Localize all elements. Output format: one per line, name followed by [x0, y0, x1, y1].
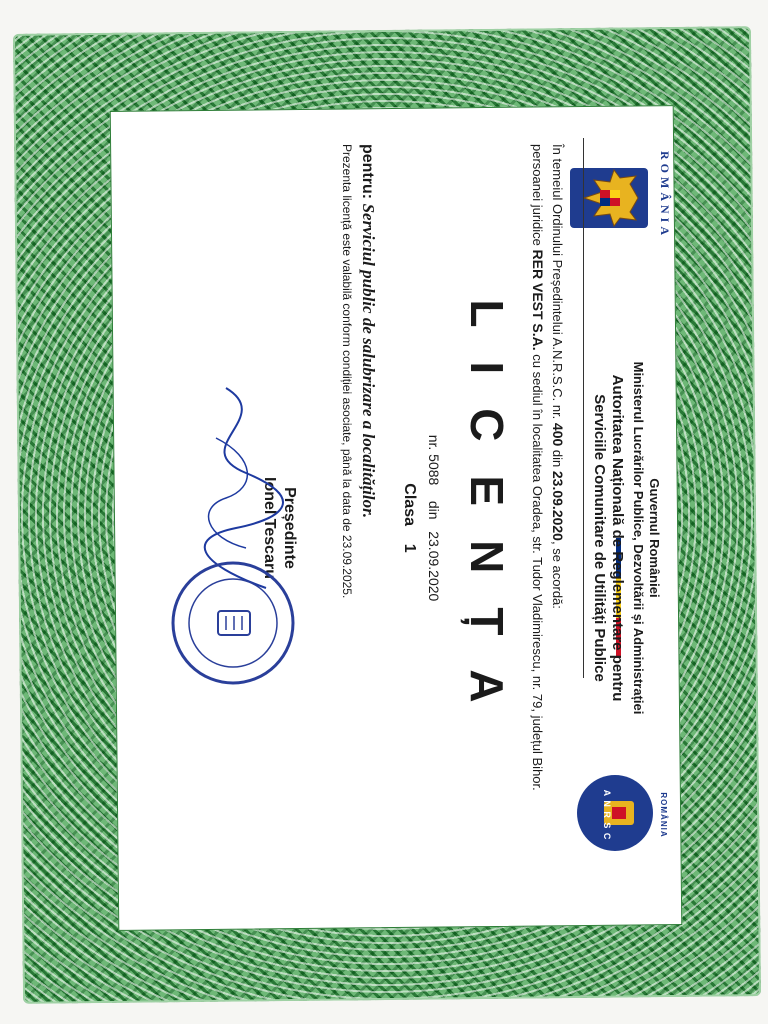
license-date-label: din — [426, 500, 442, 520]
license-class — [400, 258, 418, 778]
anrsc-logo-country: ROMÂNIA — [659, 792, 668, 838]
intro-text-2: din — [550, 449, 565, 468]
official-stamp-icon — [168, 558, 298, 688]
license-class-value: 1 — [401, 543, 418, 553]
order-number: 400 — [550, 422, 566, 447]
certificate-content — [114, 108, 676, 926]
header-divider — [583, 138, 584, 678]
validity-statement: Prezenta licență este valabilă conform condiției asociate, până la data de 23.09.2025. — [340, 144, 354, 599]
intro-text-4: persoanei juridice — [530, 144, 545, 246]
license-number: 5088 — [426, 454, 442, 486]
anrsc-logo-icon — [570, 768, 660, 858]
intro-text-1: În temeiul Ordinului Președintelui A.N.R.S.C. nr. — [550, 144, 565, 420]
president-title: Președinte — [281, 487, 298, 569]
license-date: 23.09.2020 — [426, 531, 442, 602]
license-class-label: Clasa — [401, 483, 418, 526]
intro-line-1 — [550, 144, 566, 904]
license-nr-label: nr. — [426, 434, 442, 451]
country-label: ROMÂNIA — [658, 151, 672, 239]
license-number-line — [426, 258, 442, 778]
license-purpose — [358, 144, 378, 904]
intro-line-2 — [530, 144, 546, 904]
president-name: Ionel Tescaru — [261, 477, 278, 579]
order-date: 23.09.2020 — [550, 470, 566, 541]
government-name: Guvernul României — [647, 478, 662, 598]
authority-name-line2: Serviciile Comunitare de Utilități Publice — [591, 394, 608, 682]
license-title: LICENȚA — [461, 299, 513, 737]
coat-of-arms-icon — [556, 138, 666, 258]
purpose-label: pentru: — [359, 144, 376, 200]
company-address: cu sediul în localitatea Oradea, str. Tudor Vladimirescu, nr. 79, județul Bihor. — [530, 354, 545, 791]
intro-text-3: , se acordă: — [550, 540, 565, 609]
company-name: RER VEST S.A. — [530, 249, 546, 351]
authority-name-line1: Autoritatea Națională de Reglementare pentru — [609, 374, 626, 702]
anrsc-logo-acronym: A N R S C — [602, 789, 612, 841]
service-name: Serviciul public de salubrizare a localităților. — [359, 203, 378, 519]
ministry-name: Ministerul Lucrărilor Publice, Dezvoltării și Administrației — [631, 361, 646, 715]
